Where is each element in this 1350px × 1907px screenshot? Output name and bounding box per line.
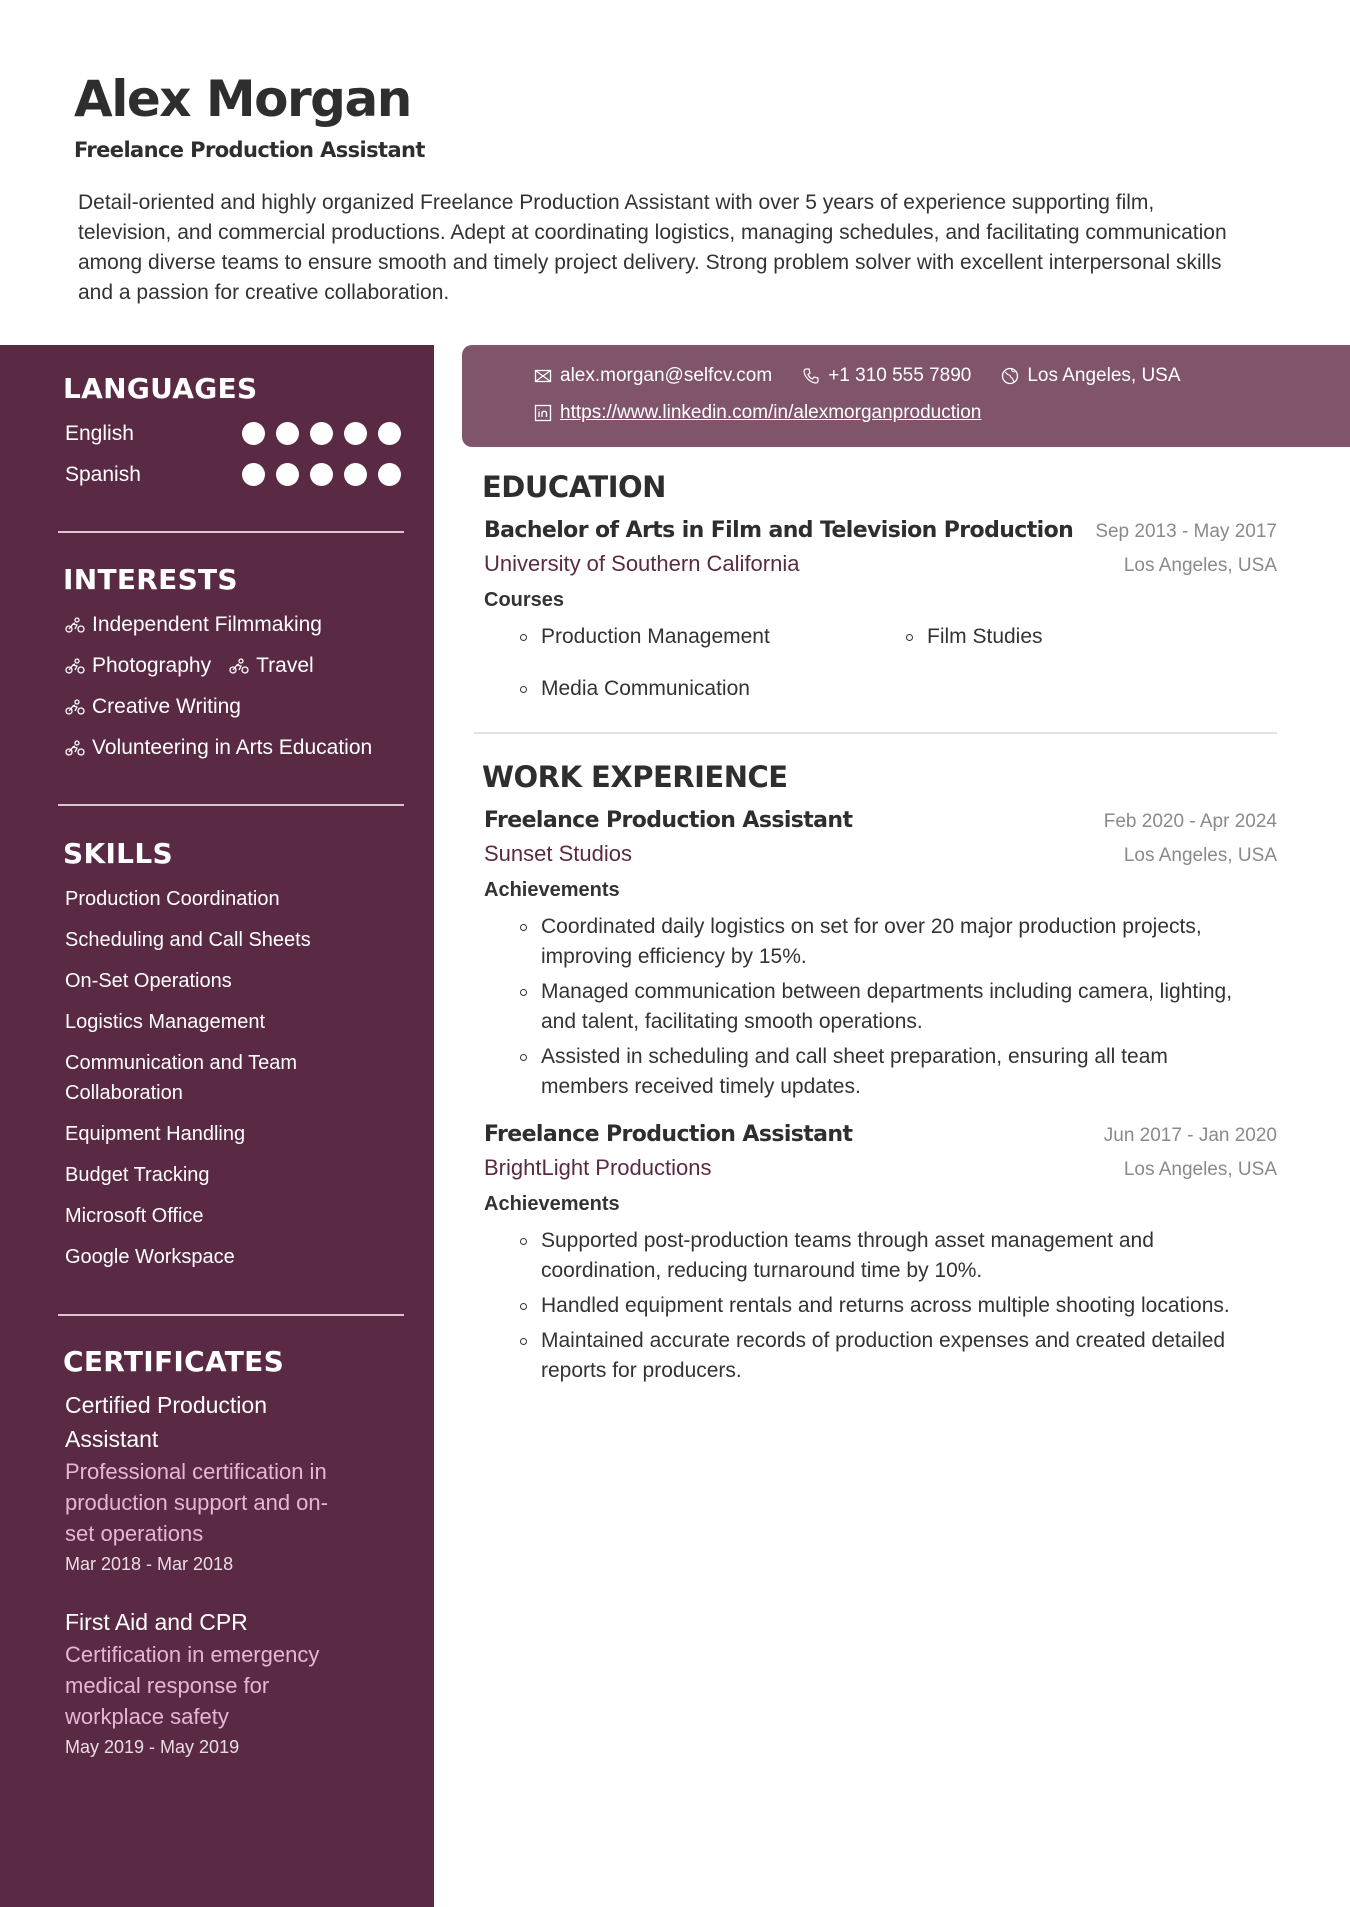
bike-icon (65, 617, 86, 633)
candidate-name: Alex Morgan (74, 70, 411, 128)
contact-bar (462, 345, 1350, 447)
languages-section (58, 372, 404, 495)
company-name: Sunset Studios (484, 841, 632, 866)
certificate-name: First Aid and CPR (65, 1609, 248, 1635)
achievement-item: Maintained accurate records of production expenses and created detailed reports for producers. (519, 1326, 1259, 1386)
job-dates: Jun 2017 - Jan 2020 (1103, 1125, 1277, 1146)
work-entry (484, 808, 1277, 1102)
bike-icon (65, 658, 86, 674)
interest-item (65, 695, 241, 719)
interest-label: Travel (256, 653, 314, 677)
certificate-date: Mar 2018 - Mar 2018 (65, 1554, 234, 1574)
level-dot-filled (310, 463, 333, 486)
achievement-item: Supported post-production teams through asset management and coordination, reducing turnaround time by 10%. (519, 1226, 1259, 1286)
achievement-item: Coordinated daily logistics on set for over 20 major production projects, improving efficiency by 15%. (519, 912, 1259, 972)
job-title: Freelance Production Assistant (484, 1122, 853, 1147)
entry-subheader (484, 837, 1277, 867)
resume-header (0, 0, 1350, 345)
interests-heading: INTERESTS (63, 563, 238, 596)
skill-item: Communication and Team Collaboration (65, 1052, 297, 1104)
level-dot-filled (276, 463, 299, 486)
certificate-description: Professional certification in production support and on-set operations (65, 1459, 328, 1546)
interest-row (65, 686, 404, 727)
interest-label: Independent Filmmaking (92, 612, 322, 636)
globe-icon (1001, 367, 1019, 385)
contact-row (534, 402, 981, 424)
bike-icon (65, 740, 86, 756)
achievement-item: Managed communication between departments including camera, lighting, and talent, facilitating smooth operations. (519, 977, 1259, 1037)
email-text: alex.morgan@selfcv.com (560, 365, 773, 386)
envelope-icon (534, 367, 552, 385)
certificate-item (65, 1388, 355, 1579)
interest-item (65, 654, 211, 678)
interest-row (65, 604, 404, 645)
work-experience-heading: WORK EXPERIENCE (482, 760, 788, 794)
course-item: Media Communication (519, 674, 905, 704)
certificate-name: Certified Production Assistant (65, 1392, 267, 1452)
location-text: Los Angeles, USA (1027, 365, 1181, 386)
achievement-item: Assisted in scheduling and call sheet preparation, ensuring all team members received timely updates. (519, 1042, 1259, 1102)
education-location: Los Angeles, USA (1123, 555, 1277, 576)
level-dot-filled (242, 422, 265, 445)
certificate-item (65, 1605, 365, 1762)
entry-header (484, 1122, 1277, 1147)
interests-section (58, 563, 404, 768)
interest-item (229, 654, 314, 678)
degree-title: Bachelor of Arts in Film and Television Production (484, 518, 1074, 543)
contact-phone[interactable] (802, 365, 971, 387)
job-location: Los Angeles, USA (1123, 845, 1277, 866)
language-level-dots (242, 463, 401, 486)
education-heading: EDUCATION (482, 470, 666, 504)
skill-item: Equipment Handling (65, 1123, 246, 1145)
skill-item: Google Workspace (65, 1246, 235, 1268)
school-name: University of Southern California (484, 551, 800, 576)
skill-item: Logistics Management (65, 1011, 266, 1033)
course-item: Film Studies (905, 622, 1205, 652)
section-divider (58, 1314, 404, 1316)
interest-row (65, 645, 404, 686)
linkedin-link[interactable]: https://www.linkedin.com/in/alexmorganproduction (560, 402, 982, 423)
entry-subheader (484, 1151, 1277, 1181)
skills-section (58, 837, 404, 1283)
job-title: Freelance Production Assistant (484, 808, 853, 833)
level-dot-filled (242, 463, 265, 486)
level-dot-filled (276, 422, 299, 445)
interest-label: Volunteering in Arts Education (92, 735, 373, 759)
level-dot-filled (378, 422, 401, 445)
skill-item: On-Set Operations (65, 970, 232, 992)
language-level-dots (242, 422, 401, 445)
language-name: Spanish (65, 462, 141, 486)
language-name: English (65, 421, 134, 445)
contact-row (534, 365, 1181, 387)
contact-location (1001, 365, 1180, 387)
education-entry (484, 518, 1277, 704)
skill-item: Budget Tracking (65, 1164, 210, 1186)
entry-header (484, 518, 1277, 543)
section-divider (58, 804, 404, 806)
contact-linkedin[interactable] (534, 402, 981, 424)
section-divider (474, 732, 1277, 734)
interest-label: Photography (92, 653, 212, 677)
skill-item: Microsoft Office (65, 1205, 204, 1227)
achievement-item: Handled equipment rentals and returns across multiple shooting locations. (519, 1291, 1259, 1321)
profile-summary: Detail-oriented and highly organized Freelance Production Assistant with over 5 years of experience supporting film, television, and commercial productions. Adept at coordinating logistics, managing schedules, and facilitating communication among diverse teams to ensure smooth and timely project delivery. Strong problem solver with excellent interpersonal skills and a passion for creative collaboration. (78, 191, 1227, 304)
contact-email[interactable] (534, 365, 772, 387)
skill-item: Production Coordination (65, 888, 280, 910)
phone-text: +1 310 555 7890 (828, 365, 972, 386)
interest-label: Creative Writing (92, 694, 241, 718)
level-dot-filled (344, 463, 367, 486)
interest-item (65, 613, 322, 637)
entry-subheader (484, 547, 1277, 577)
courses-list (519, 622, 1277, 704)
phone-icon (802, 367, 820, 385)
skills-heading: SKILLS (63, 837, 173, 870)
interest-row (65, 727, 404, 768)
work-experience-section (482, 760, 1277, 1386)
linkedin-icon (534, 404, 552, 422)
education-section (482, 470, 1277, 734)
level-dot-filled (378, 463, 401, 486)
company-name: BrightLight Productions (484, 1155, 712, 1180)
sidebar (0, 345, 434, 1907)
certificates-heading: CERTIFICATES (63, 1345, 285, 1378)
section-divider (58, 531, 404, 533)
work-entry (484, 1122, 1277, 1386)
interest-item (65, 736, 372, 760)
languages-heading: LANGUAGES (63, 372, 258, 405)
bike-icon (229, 658, 250, 674)
job-location: Los Angeles, USA (1123, 1159, 1277, 1180)
course-item: Production Management (519, 622, 905, 652)
entry-header (484, 808, 1277, 833)
language-item (65, 454, 404, 495)
certificate-date: May 2019 - May 2019 (65, 1737, 240, 1757)
main-content (482, 470, 1277, 1391)
achievements-list (519, 1226, 1259, 1386)
language-item (65, 413, 404, 454)
achievements-list (519, 912, 1259, 1102)
candidate-title: Freelance Production Assistant (74, 138, 425, 162)
job-dates: Feb 2020 - Apr 2024 (1103, 811, 1277, 832)
certificates-section (58, 1345, 404, 1788)
achievements-label: Achievements (484, 1193, 620, 1215)
certificate-description: Certification in emergency medical response for workplace safety (65, 1642, 320, 1729)
bike-icon (65, 699, 86, 715)
level-dot-filled (310, 422, 333, 445)
level-dot-filled (344, 422, 367, 445)
education-dates: Sep 2013 - May 2017 (1095, 521, 1277, 542)
achievements-label: Achievements (484, 879, 620, 901)
skill-item: Scheduling and Call Sheets (65, 929, 311, 951)
courses-label: Courses (484, 589, 565, 611)
